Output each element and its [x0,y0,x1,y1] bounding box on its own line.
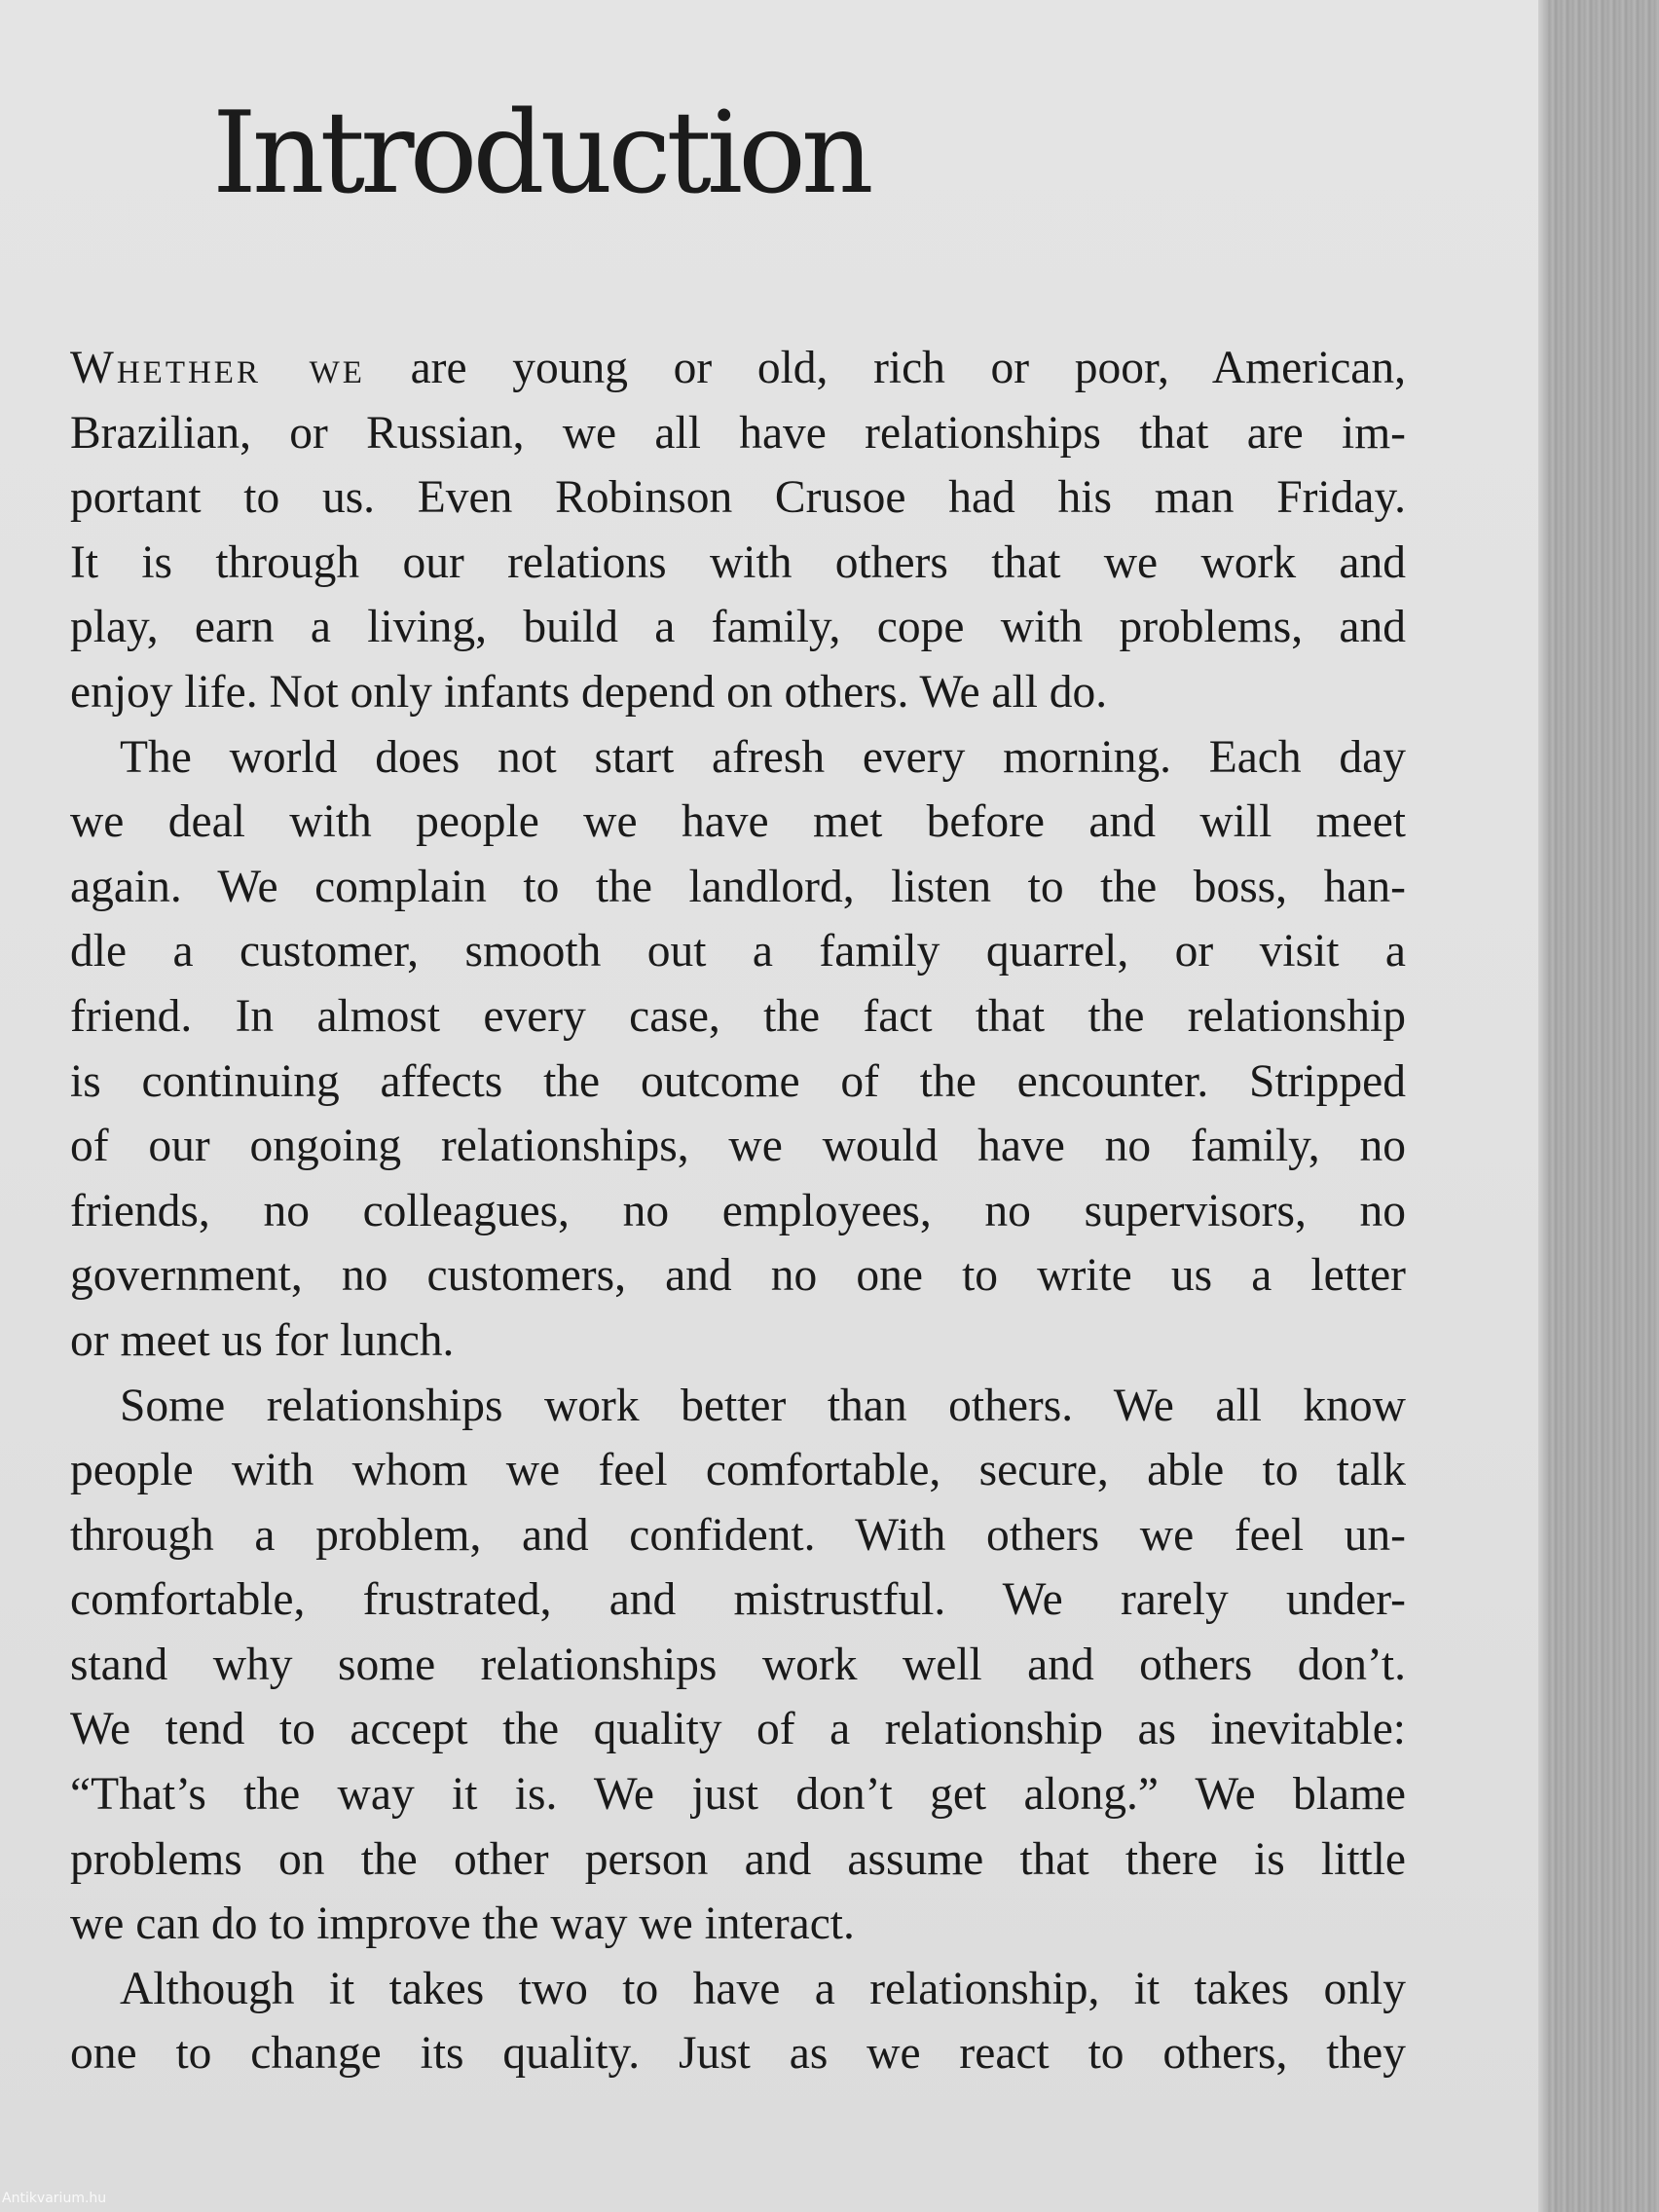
paragraph-4-line-1: Although it takes two to have a relationship, it takes only [120,1963,1406,2014]
paragraph-1-line-2: Brazilian, or Russian, we all have relationships that are im- [70,407,1406,459]
paragraph-3-line-4: comfortable, frustrated, and mistrustful. We rarely under- [70,1574,1406,1626]
paragraph-2-line-1: The world does not start afresh every morning. Each day [120,731,1406,783]
paragraph-2-line-8: friends, no colleagues, no employees, no supervisors, no [70,1185,1406,1236]
page-stack-edge [1538,0,1659,2212]
paragraph-3-line-5: stand why some relationships work well and others don’t. [70,1639,1406,1690]
paragraph-3-line-8: problems on the other person and assume that there is little [70,1833,1406,1885]
paragraph-2-line-3: again. We complain to the landlord, listen to the boss, han- [70,861,1406,912]
paragraph-1-line-3: portant to us. Even Robinson Crusoe had his man Friday. [70,472,1406,524]
paragraph-2-line-10: or meet us for lunch. [70,1314,455,1366]
paragraph-2-line-9: government, no customers, and no one to write us a letter [70,1250,1406,1302]
paragraph-1-line-6: enjoy life. Not only infants depend on others. We all do. [70,666,1108,718]
chapter-title: Introduction [212,88,869,219]
paragraph-lead-smallcaps: Whether we [70,343,365,393]
paragraph-3-line-1: Some relationships work better than others. We all know [120,1380,1406,1431]
paragraph-1-line-5: play, earn a living, build a family, cope with problems, and [70,602,1406,653]
paragraph-3-line-9: we can do to improve the way we interact. [70,1899,855,1950]
paragraph-3-line-2: people with whom we feel comfortable, secure, able to talk [70,1445,1406,1496]
paragraph-3-line-7: “That’s the way it is. We just don’t get along.” We blame [70,1769,1406,1821]
paragraph-4-line-2: one to change its quality. Just as we react to others, they [70,2028,1406,2080]
paragraph-2-line-5: friend. In almost every case, the fact that the relationship [70,990,1406,1042]
chapter-body [70,336,1406,2086]
paragraph-2-line-6: is continuing affects the outcome of the encounter. Stripped [70,1055,1406,1107]
paragraph-1-line-1: Whether we are young or old, rich or poor, American, [70,343,1406,393]
watermark: Antikvarium.hu [2,2191,107,2206]
paragraph-1-line-4: It is through our relations with others that we work and [70,536,1406,588]
paragraph-2-line-4: dle a customer, smooth out a family quarrel, or visit a [70,926,1406,977]
paragraph-3-line-3: through a problem, and confident. With others we feel un- [70,1509,1406,1561]
paragraph-2-line-7: of our ongoing relationships, we would have no family, no [70,1121,1406,1172]
paragraph-3-line-6: We tend to accept the quality of a relationship as inevitable: [70,1704,1406,1755]
paragraph-2-line-2: we deal with people we have met before and will meet [70,796,1406,848]
